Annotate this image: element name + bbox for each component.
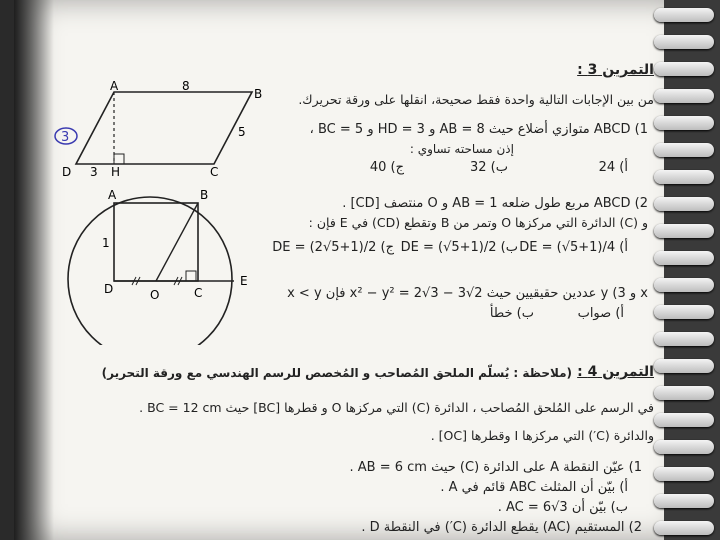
binding-ring (654, 170, 714, 184)
q1-option-c: ج) 40 (369, 160, 404, 175)
binding-ring (654, 467, 714, 481)
binding-ring (654, 197, 714, 211)
binding-ring (654, 440, 714, 454)
circle-C (68, 197, 232, 345)
label-E: E (240, 274, 248, 288)
q2-circle: و (C) الدائرة التي مركزها O وتمر من B وتقطع (CD) في E فإن : (308, 215, 648, 230)
q3-option-b: ب) خطأ (489, 306, 534, 321)
binding-ring (654, 521, 714, 535)
binding-ring (654, 35, 714, 49)
parallelogram-figure (54, 80, 284, 180)
margin-mark (52, 122, 82, 152)
q3-statement: x و y (3 عددين حقيقيين حيث x² − y² = 2√3 − 3√2 فإن x < y (287, 286, 648, 301)
binding-ring (654, 116, 714, 130)
exercise-3-title: التمرين 3 : (577, 62, 654, 78)
q2-option-a: أ) DE = (√5+1)/4 (519, 240, 628, 255)
ex4-item-2: 2) المستقيم (AC) يقطع الدائرة (C′) في النقطة D . (361, 520, 642, 535)
ex4-item-1: 1) عيّن النقطة A على الدائرة (C) حيث AB = 6 cm . (349, 460, 642, 475)
binding-ring (654, 359, 714, 373)
label-top-length: 8 (182, 80, 190, 93)
binding-ring (654, 251, 714, 265)
label-H: H (111, 165, 121, 179)
binding-ring (654, 62, 714, 76)
binding-ring (654, 386, 714, 400)
label-B: B (254, 87, 263, 101)
binding-ring (654, 413, 714, 427)
label-DH-length: 3 (90, 165, 98, 179)
margin-mark-text: 3 (61, 130, 70, 145)
exercise-3-intro: من بين الإجابات التالية واحدة فقط صحيحة، انقلها على ورقة تحريرك. (298, 92, 654, 107)
binding-ring (654, 143, 714, 157)
q2-statement: ABCD (2 مربع طول ضلعه AB = 1 و O منتصف [CD] . (342, 196, 648, 211)
binding-ring (654, 278, 714, 292)
binding-ring (654, 305, 714, 319)
right-angle-mark (114, 154, 124, 164)
parallelogram-shape (76, 92, 252, 164)
exercise-4-title: التمرين 4 : (577, 364, 654, 380)
q1-option-b: ب) 32 (470, 160, 508, 175)
right-angle-mark-2 (186, 271, 196, 281)
binding-ring (654, 332, 714, 346)
q2-option-c: ج) DE = (2√5+1)/2 (272, 240, 394, 255)
label-O: O (150, 288, 160, 302)
binding-ring (654, 224, 714, 238)
label-C: C (210, 165, 219, 179)
q1-question: إذن مساحته تساوي : (409, 142, 514, 156)
spiral-binding (664, 0, 720, 540)
q1-statement: ABCD (1 متوازي أضلاع حيث AB = 8 و HD = 3 و BC = 5 ، (309, 122, 648, 137)
label-D: D (62, 165, 72, 179)
label-C2: C (194, 286, 203, 300)
q2-option-b: ب) DE = (√5+1)/2 (400, 240, 518, 255)
ex4-item-1b: ب) بيّن أن AC = 6√3 . (497, 500, 628, 515)
worksheet-page (14, 0, 664, 540)
label-D2: D (104, 282, 114, 296)
binding-ring (654, 89, 714, 103)
label-side-1: 1 (102, 236, 110, 250)
label-A: A (110, 80, 119, 93)
label-A2: A (108, 188, 117, 202)
exercise-4-note: (ملاحظة : يُسلّم الملحق المُصاحب و المُخصص للرسم الهندسي مع ورقة التحرير) (101, 366, 572, 380)
exercise-4-para-1: في الرسم على المُلحق المُصاحب ، الدائرة (C) التي مركزها O و قطرها [BC] حيث BC = 12 cm . (139, 400, 654, 415)
page-shadow (14, 0, 54, 540)
ex4-item-1a: أ) بيّن أن المثلث ABC قائم في A . (440, 480, 628, 495)
q1-option-a: أ) 24 (598, 160, 628, 175)
segment-OB (156, 203, 198, 281)
square-circle-figure (50, 185, 260, 345)
label-B2: B (200, 188, 209, 202)
square-ABCD (114, 203, 198, 281)
q3-option-a: أ) صواب (577, 306, 624, 321)
label-side-length: 5 (238, 125, 246, 139)
exercise-4-para-2: والدائرة (C′) التي مركزها I وقطرها [OC] . (430, 428, 654, 443)
binding-ring (654, 494, 714, 508)
binding-ring (654, 8, 714, 22)
